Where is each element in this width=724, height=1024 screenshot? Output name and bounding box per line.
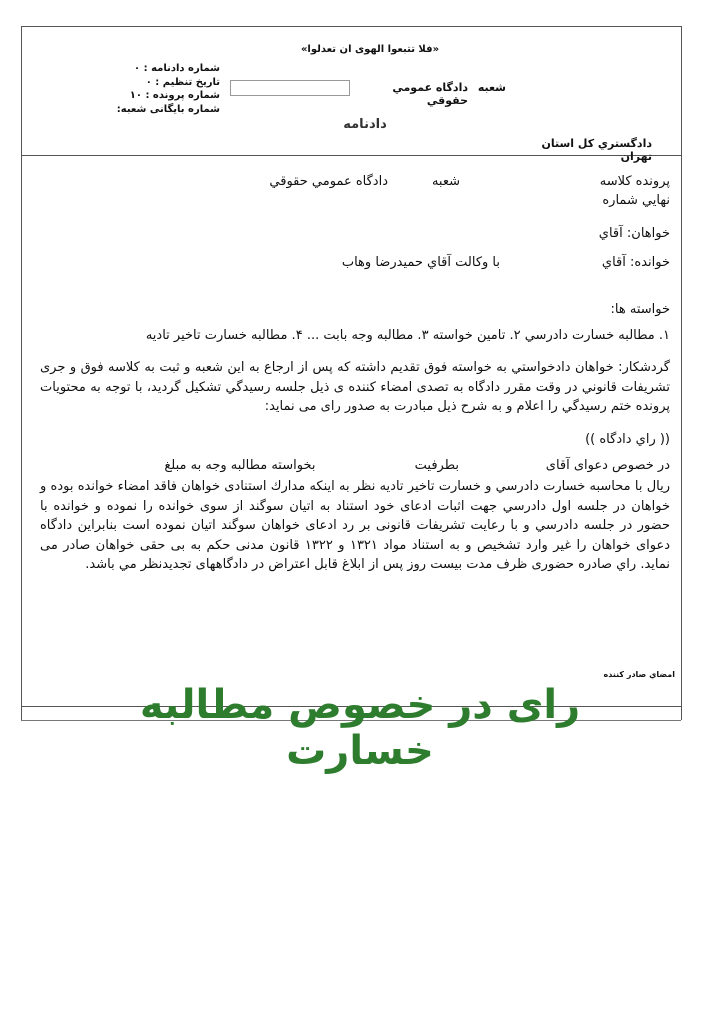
plaintiff-label: خواهان: آقاي [598, 226, 670, 241]
field-issue-date: تاریخ تنظیم : ۰ [145, 76, 220, 88]
redacted-box [230, 80, 350, 96]
signature-label: امضاي صادر كننده [603, 670, 675, 679]
quran-verse: «فلا تتبعوا الهوی ان تعدلوا» [300, 44, 440, 55]
header-branch-label: شعبه [477, 81, 506, 94]
case-class-label: پرونده كلاسه [599, 174, 670, 189]
attorney-info: با وكالت آقاي حميدرضا وهاب [341, 255, 500, 270]
defendant-label: خوانده: آقاي [601, 255, 670, 270]
field-case-number: شماره پرونده : ۱۰ [129, 90, 220, 101]
verdict-paragraph: ريال با محاسبه خسارت دادرسي و خسارت تاخير تاديه نظر به اينكه مدارك استنادى خواهان فاقد امضاء خوانده بوده و خواهان در جلسه اول دادرسي جهت اثبات ادعاى خود استناد به اتيان سوگند از سوى خوانده را نموده و خوانده با حضور در جلسه دادرسي و با رعايت تشريفات قانونى بر رد ادعاى خواهان سوگند اتيان نموده است بنابراين دادگاه دعواى خواهان را غير وارد تشخيص و به استناد مواد ۱۳۲۱ و ۱۳۲۲ قانون مدنى حكم به بى حقى خواهان صادر مى نمايد. راي صادره حضورى ظرف مدت بيست روز پس از ابلاغ قابل اعتراض در دادگاههاى تجديدنظر مي باشد. [40, 479, 671, 572]
case-report-paragraph: گردشكار: خواهان دادخواستي به خواسته فوق تقديم داشته كه پس از ارجاع به اين شعبه و ثبت به كلاسه فوق و جرى تشريفات قانوني در وقت مقرر دادگاه به تصدى امضاء كننده ى ذيل جلسه رسيدگي تشكيل گرديد، با توجه به محتويات پرونده ختم رسيدگي را اعلام و به شرح ذيل مبادرت به صدور راى مى نمايد: [40, 360, 670, 414]
field-archive-number: شماره بایگانی شعبه: [116, 103, 220, 115]
field-document-number: شماره دادنامه : ۰ [134, 63, 220, 74]
case-court-name: دادگاه عمومي حقوقي [269, 174, 388, 189]
overlay-title: راى در خصوص مطالبه خسارت [139, 682, 581, 774]
case-branch-label: شعبه [431, 174, 460, 189]
claims-heading: خواسته ها: [610, 302, 670, 317]
header-court-name: دادگاه عمومي حقوقي [392, 81, 468, 107]
verdict-heading: (( راي دادگاه )) [585, 432, 670, 447]
page-border-left [21, 26, 22, 720]
page-border-top [21, 26, 681, 27]
document-title: دادنامه [343, 117, 387, 132]
province-justice-office: دادگستري كل استان تهران [541, 137, 652, 163]
page-border-right [681, 26, 682, 720]
final-number-label: نهايي شماره [602, 193, 670, 208]
verdict-first-line: در خصوص دعواى آقاى بطرفيت بخواسته مطالبه وجه به مبلغ [164, 458, 670, 473]
claims-list: ۱. مطالبه خسارت دادرسي ۲. تامين خواسته ۳. مطالبه وجه بابت ... ۴. مطالبه خسارت تاخير تاديه [145, 328, 670, 343]
document-number-fields [110, 62, 220, 116]
